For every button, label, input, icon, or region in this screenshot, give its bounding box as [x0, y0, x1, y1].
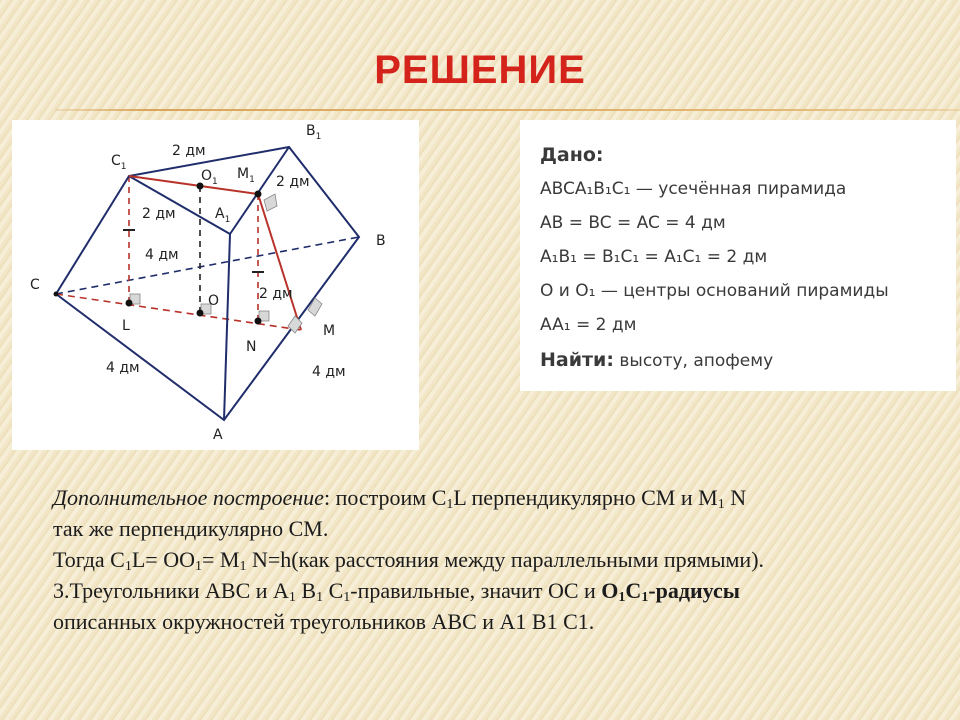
- paragraph-construction-cont: так же перпендикулярно CM.: [53, 516, 329, 541]
- given-line: AB = BC = AC = 4 дм: [540, 213, 726, 233]
- edge-label-b1a1: 2 дм: [276, 174, 310, 190]
- label-c: C: [30, 277, 40, 293]
- solution-text: [53, 482, 933, 637]
- construction-label: Дополнительное построение: [53, 485, 324, 510]
- title-underline: [55, 109, 960, 111]
- paragraph-triangles: 3.Треугольники ABC и $A_1$ $B_1$ $C_1$-правильные, значит OC и $O_1C_1$-радиусы: [53, 578, 740, 605]
- edge-label-height-m1n: 2 дм: [259, 286, 293, 302]
- label-b: B: [376, 233, 386, 249]
- given-line: О и О₁ — центры оснований пирамиды: [540, 281, 889, 301]
- label-c1: $C_1$: [111, 153, 127, 172]
- radius-emphasis: $O_1C_1$-радиусы: [601, 578, 740, 605]
- label-m1: $M_1$: [237, 166, 255, 185]
- point-o: [197, 310, 204, 317]
- label-b1: $B_1$: [306, 123, 322, 142]
- point-c: [54, 292, 59, 297]
- paragraph-circumcircles: описанных окружностей треугольников ABC и A1 B1 C1.: [53, 609, 595, 634]
- slide-title: РЕШЕНИЕ: [374, 48, 586, 92]
- pyramid-figure: [12, 120, 419, 450]
- find-text: высоту, апофему: [619, 351, 774, 371]
- given-line: ABCA₁B₁C₁ — усечённая пирамида: [540, 179, 847, 199]
- edge-label-c1b1: 2 дм: [172, 143, 206, 159]
- label-n: N: [246, 339, 257, 355]
- paragraph-construction: Дополнительное построение: построим $C_1L$ перпендикулярно CM и $M_1$ N: [53, 485, 747, 512]
- point-n: [255, 318, 262, 325]
- edge-label-c1a1: 2 дм: [142, 206, 176, 222]
- frustum-diagram: [12, 120, 419, 450]
- apothem-m1m: [258, 194, 301, 330]
- edge-label-height-c1l: 4 дм: [145, 247, 179, 263]
- label-o: O: [208, 293, 220, 309]
- point-l: [126, 300, 133, 307]
- find-line: [540, 349, 773, 371]
- given-heading: Дано:: [540, 144, 604, 166]
- given-line: AA₁ = 2 дм: [540, 315, 637, 335]
- given-panel: [520, 120, 956, 391]
- point-m1: [255, 191, 262, 198]
- given-line: A₁B₁ = B₁C₁ = A₁C₁ = 2 дм: [540, 247, 768, 267]
- edge-label-ca: 4 дм: [106, 360, 140, 376]
- label-a: A: [213, 427, 223, 443]
- label-m: M: [323, 323, 336, 339]
- label-a1: $A_1$: [215, 206, 231, 225]
- right-angle-m1: [264, 194, 277, 211]
- edge-label-ab: 4 дм: [312, 364, 346, 380]
- hidden-edge-cb: [56, 237, 359, 294]
- label-l: L: [122, 318, 130, 334]
- right-angle-apothem: [308, 298, 322, 316]
- find-label: Найти:: [540, 349, 614, 371]
- label-o1: $O_1$: [201, 168, 218, 187]
- paragraph-heights: Тогда $C_1L= OO_1= M_1$ N=h(как расстояния между параллельными прямыми).: [53, 547, 765, 574]
